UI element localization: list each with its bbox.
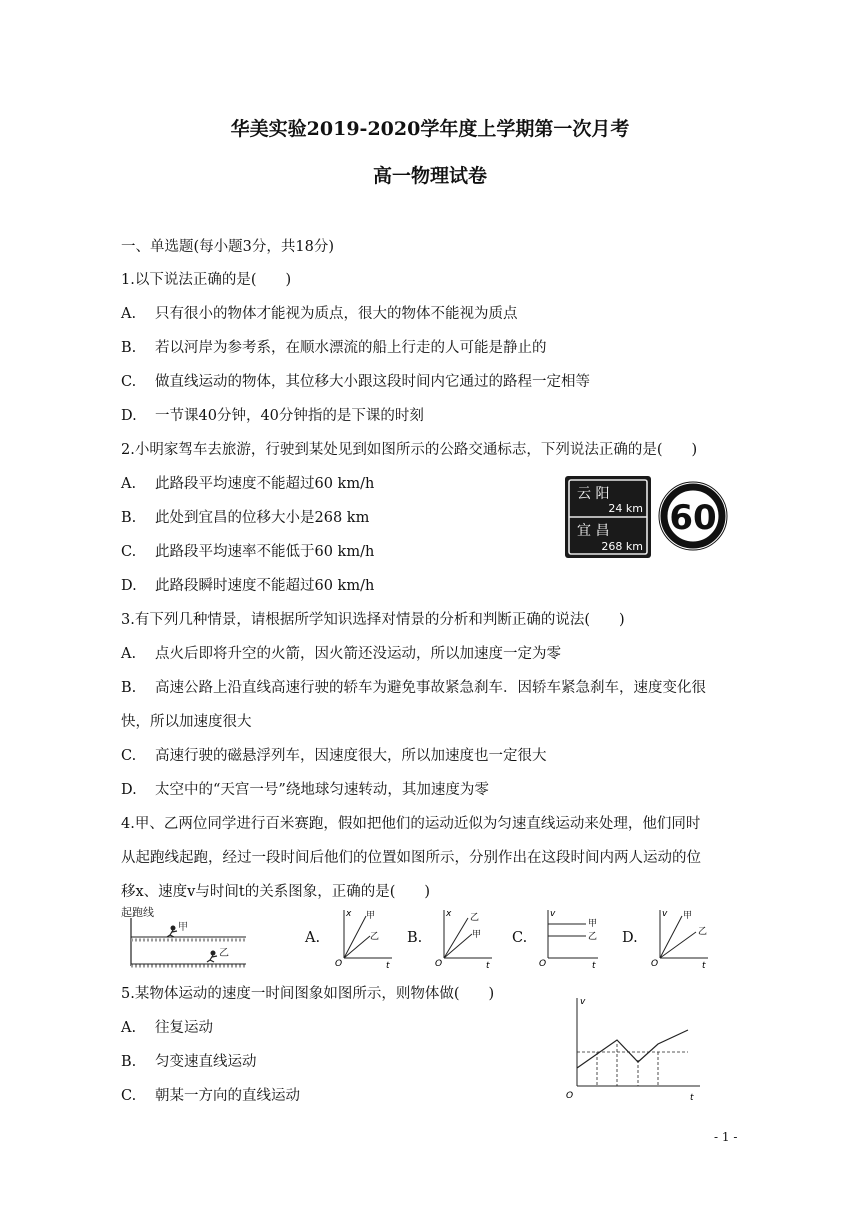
q5-option-b (121, 1050, 257, 1071)
x-axis-label: x (446, 909, 452, 919)
option-text: 朝某一方向的直线运动 (155, 1088, 300, 1104)
sign-place-1: 云 阳 (577, 486, 610, 502)
sign-distance-2: 268 km (601, 540, 643, 553)
q4-graph-b (432, 906, 498, 970)
start-line-label: 起跑线 (121, 906, 154, 919)
q5-option-a (121, 1016, 213, 1037)
q4-option-b-label: B. (407, 930, 423, 946)
option-text: 只有很小的物体才能视为质点，很大的物体不能视为质点 (155, 306, 518, 322)
option-label: D. (121, 578, 137, 594)
q3-option-a (121, 642, 561, 663)
option-label: A. (121, 306, 137, 322)
line-yi (660, 932, 696, 958)
option-text: 高速行驶的磁悬浮列车，因速度很大，所以加速度也一定很大 (155, 748, 547, 764)
label-yi: 乙 (470, 913, 480, 923)
origin-label: O (335, 959, 343, 969)
q2-option-a (121, 472, 374, 493)
option-text: 此路段平均速度不能超过60 km/h (155, 476, 375, 492)
q2-option-c (121, 540, 374, 561)
q5-velocity-time-graph (560, 992, 708, 1102)
label-yi: 乙 (370, 932, 380, 942)
q3-option-c (121, 744, 547, 765)
option-text: 一节课40分钟，40分钟指的是下课的时刻 (155, 408, 424, 424)
speed-limit-value: 60 (669, 498, 717, 538)
x-axis-label: x (346, 909, 352, 919)
page-number: - 1 - (714, 1130, 738, 1144)
runner-yi-head (211, 951, 216, 956)
label-jia: 甲 (366, 911, 376, 921)
option-text: 此路段瞬时速度不能超过60 km/h (155, 578, 375, 594)
label-jia: 甲 (588, 919, 598, 929)
option-text: 匀变速直线运动 (155, 1054, 257, 1070)
origin-label: O (435, 959, 443, 969)
runner-jia-head (171, 926, 176, 931)
q4-graph-a (332, 906, 396, 970)
section-heading: 一、单选题(每小题3分，共18分) (121, 239, 334, 255)
q3-option-b-continued: 快，所以加速度很大 (121, 714, 252, 730)
option-text: 做直线运动的物体，其位移大小跟这段时间内它通过的路程一定相等 (155, 374, 590, 390)
q4-option-c-label: C. (512, 930, 528, 946)
q2-option-d (121, 574, 374, 595)
q1-stem: 1.以下说法正确的是( ) (121, 272, 292, 288)
v-axis-label: v (550, 909, 556, 919)
runner-jia-icon (167, 930, 177, 937)
origin-label: O (539, 959, 547, 969)
exam-title: 华美实验2019-2020学年度上学期第一次月考 (230, 118, 630, 140)
q4-stem-line-1: 4.甲、乙两位同学进行百米赛跑，假如把他们的运动近似为匀速直线运动来处理，他们同时 (121, 816, 701, 832)
t-axis-label: t (386, 961, 390, 970)
t-axis-label: t (702, 961, 706, 970)
label-yi: 乙 (698, 927, 708, 937)
label-jia: 甲 (683, 911, 693, 921)
sign-distance-1: 24 km (608, 502, 643, 515)
option-text: 此路段平均速率不能低于60 km/h (155, 544, 375, 560)
q1-option-a (121, 302, 518, 323)
origin-label: O (566, 1091, 574, 1101)
q4-graph-c (536, 906, 604, 970)
option-label: A. (121, 646, 137, 662)
q3-option-d (121, 778, 489, 799)
option-label: A. (121, 1020, 137, 1036)
traffic-sign-figure (563, 474, 733, 560)
t-axis-label: t (486, 961, 490, 970)
runner-jia-label: 甲 (178, 922, 188, 933)
option-label: C. (121, 748, 137, 764)
velocity-curve (577, 1030, 688, 1068)
option-label: B. (121, 510, 137, 526)
option-label: B. (121, 1054, 137, 1070)
label-jia: 甲 (472, 930, 482, 940)
line-yi (344, 936, 370, 958)
option-text: 高速公路上沿直线高速行驶的轿车为避免事故紧急刹车．因轿车紧急刹车，速度变化很 (155, 680, 706, 696)
origin-label: O (651, 959, 659, 969)
q4-stem-line-3: 移x、速度v与时间t的关系图象，正确的是( ) (121, 884, 431, 900)
line-yi (444, 918, 468, 958)
runner-yi-icon (207, 955, 217, 962)
option-text: 太空中的“天宫一号”绕地球匀速转动，其加速度为零 (155, 782, 489, 798)
option-label: D. (121, 408, 137, 424)
option-label: B. (121, 340, 137, 356)
option-text: 往复运动 (155, 1020, 213, 1036)
label-yi: 乙 (588, 932, 598, 942)
line-jia (444, 934, 472, 958)
option-label: B. (121, 680, 137, 696)
exam-subtitle: 高一物理试卷 (372, 165, 487, 187)
q3-option-b (121, 676, 706, 697)
q4-stem-line-2: 从起跑线起跑，经过一段时间后他们的位置如图所示，分别作出在这段时间内两人运动的位 (121, 850, 701, 866)
sign-place-2: 宜 昌 (577, 523, 610, 539)
option-text: 此处到宜昌的位移大小是268 km (155, 510, 370, 526)
runner-yi-label: 乙 (219, 948, 229, 959)
q3-stem: 3.有下列几种情景，请根据所学知识选择对情景的分析和判断正确的说法( ) (121, 612, 625, 628)
q1-option-c (121, 370, 590, 391)
q4-option-a-label: A. (305, 930, 321, 946)
v-axis-label: v (580, 997, 586, 1007)
t-axis-label: t (592, 961, 596, 970)
option-text: 点火后即将升空的火箭，因火箭还没运动，所以加速度一定为零 (155, 646, 561, 662)
q1-option-d (121, 404, 424, 425)
option-label: A. (121, 476, 137, 492)
line-jia (344, 916, 366, 958)
race-track-figure (121, 904, 249, 968)
option-text: 若以河岸为参考系，在顺水漂流的船上行走的人可能是静止的 (155, 340, 547, 356)
option-label: C. (121, 1088, 137, 1104)
v-axis-label: v (662, 909, 668, 919)
option-label: C. (121, 374, 137, 390)
q2-option-b (121, 506, 369, 527)
t-axis-label: t (690, 1093, 694, 1102)
option-label: D. (121, 782, 137, 798)
q5-option-c (121, 1084, 300, 1105)
q4-graph-d (648, 906, 714, 970)
q5-stem: 5.某物体运动的速度一时间图象如图所示，则物体做( ) (121, 986, 495, 1002)
q4-option-d-label: D. (622, 930, 638, 946)
q2-stem: 2.小明家驾车去旅游，行驶到某处见到如图所示的公路交通标志，下列说法正确的是( ) (121, 442, 698, 458)
q1-option-b (121, 336, 547, 357)
line-jia (660, 916, 682, 958)
option-label: C. (121, 544, 137, 560)
